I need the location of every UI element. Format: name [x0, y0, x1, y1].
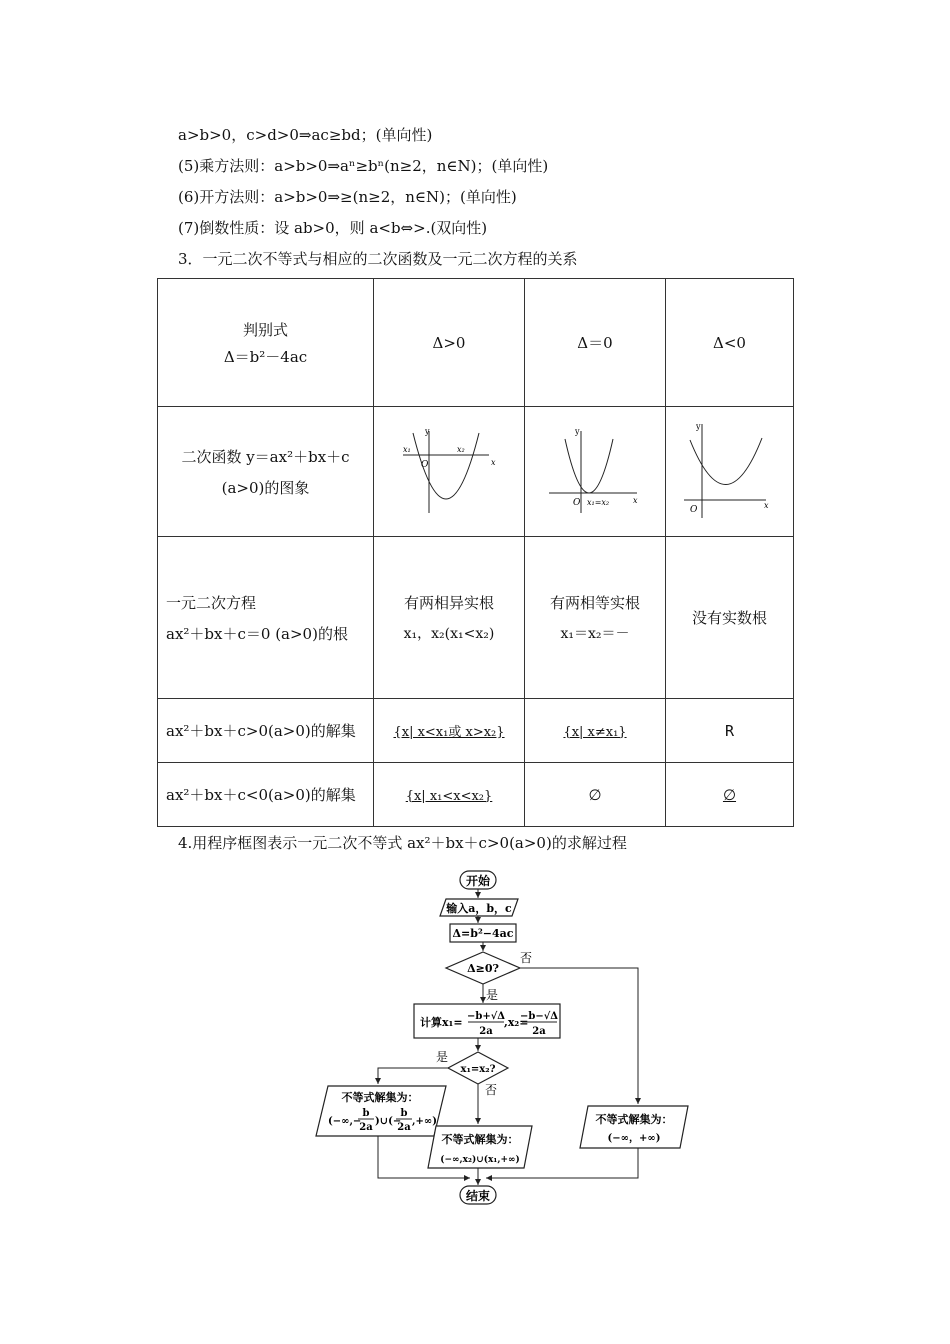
graph-one-root: [545, 425, 645, 515]
flow-output-two-roots: [428, 1126, 532, 1168]
label-quadratic-equation: 一元二次方程: [166, 593, 257, 612]
flow-label-no-2: 否: [485, 1083, 498, 1097]
label-quadratic-equation-roots: ax²＋bx＋c＝0 (a>0)的根: [166, 624, 348, 643]
label-quadratic-condition: (a>0)的图象: [221, 478, 310, 497]
section-heading-4: 4.用程序框图表示一元二次不等式 ax²＋bx＋c>0(a>0)的求解过程: [178, 834, 627, 852]
svg-text:b: b: [400, 1108, 408, 1119]
section-heading-3: 3．一元二次不等式与相应的二次函数及一元二次方程的关系: [178, 250, 578, 268]
table-row-graph: [158, 407, 794, 537]
svg-text:,+∞): ,+∞): [412, 1116, 437, 1127]
flowchart: [0, 862, 950, 1206]
graph-no-root: [680, 420, 780, 520]
svg-text:计算x₁=: 计算x₁=: [420, 1016, 463, 1029]
table-row-greater-solution: [158, 699, 794, 763]
label-two-equal-roots: 有两相等实根: [549, 594, 640, 612]
cell-no-real-roots: 没有实数根: [666, 537, 794, 699]
flow-calculate: [414, 1004, 560, 1038]
relation-table: [157, 278, 794, 827]
text-line-1: a>b>0，c>d>0⇒ac≥bd；(单向性): [178, 126, 433, 144]
cell-two-equal-roots: [525, 537, 666, 699]
cell-greater-no-root: [666, 699, 794, 763]
cell-less-two-roots: [374, 763, 525, 827]
label-quadratic-function: 二次函数 y＝ax²＋bx＋c: [181, 447, 350, 466]
svg-text:输入a，b，c: 输入a，b，c: [446, 902, 512, 915]
cell-delta-zero: Δ＝0: [525, 279, 666, 407]
svg-text:−b+√Δ: −b+√Δ: [466, 1011, 506, 1022]
axis-y-label: y: [575, 426, 580, 436]
flow-decision-delta: [446, 952, 520, 984]
cell-two-distinct-roots: [374, 537, 525, 699]
axis-x-label: x: [633, 495, 638, 505]
cell-delta-negative: Δ<0: [666, 279, 794, 407]
flow-input: [440, 899, 518, 916]
svg-text:Δ=b²−4ac: Δ=b²−4ac: [452, 927, 514, 940]
solution-less-two-roots: {x| x₁<x<x₂}: [405, 788, 493, 804]
graph-two-roots: [399, 425, 499, 515]
cell-quadratic-function: [158, 407, 374, 537]
flow-label-no-1: 否: [520, 951, 533, 965]
origin-label: O: [573, 497, 581, 508]
cell-less-label: ax²＋bx＋c<0(a>0)的解集: [158, 763, 374, 827]
table-row-roots: [158, 537, 794, 699]
origin-label: O: [689, 504, 697, 515]
svg-text:,x₂=: ,x₂=: [504, 1016, 529, 1029]
cell-delta-positive: Δ>0: [374, 279, 525, 407]
flow-delta: [450, 924, 516, 942]
svg-text:b: b: [362, 1108, 370, 1119]
svg-text:(−∞,−: (−∞,−: [328, 1116, 362, 1127]
value-two-equal-roots: x₁＝x₂＝－: [560, 626, 630, 642]
svg-text:2a: 2a: [532, 1026, 546, 1037]
axis-y-label: y: [695, 421, 701, 431]
flow-output-all-reals: [580, 1106, 688, 1148]
flow-output-equal-root: [316, 1086, 446, 1136]
svg-text:)∪(−: )∪(−: [375, 1116, 402, 1127]
cell-greater-one-root: [525, 699, 666, 763]
solution-less-no-root: ∅: [722, 785, 737, 804]
flow-start: [460, 871, 496, 889]
text-line-reciprocal-rule: (7)倒数性质：设 ab>0，则 a<b⇔>.(双向性): [178, 219, 488, 237]
svg-text:Δ≥0?: Δ≥0?: [467, 962, 499, 975]
label-discriminant: 判别式: [242, 320, 288, 339]
cell-quadratic-equation: [158, 537, 374, 699]
flow-decision-equal: [448, 1052, 508, 1084]
text-line-multiply-rule: (5)乘方法则：a>b>0⇒aⁿ≥bⁿ(n≥2，n∈N)；(单向性): [178, 157, 549, 175]
double-root-label: x₁=x₂: [587, 497, 610, 507]
flow-label-yes-2: 是: [436, 1050, 449, 1064]
svg-text:x₁=x₂?: x₁=x₂?: [460, 1064, 496, 1075]
axis-y-label: y: [425, 426, 430, 436]
svg-text:开始: 开始: [465, 874, 491, 888]
label-discriminant-formula: Δ＝b²－4ac: [223, 347, 308, 366]
svg-text:(−∞,x₂)∪(x₁,+∞): (−∞,x₂)∪(x₁,+∞): [440, 1155, 520, 1165]
cell-greater-label: ax²＋bx＋c>0(a>0)的解集: [158, 699, 374, 763]
svg-text:2a: 2a: [359, 1122, 373, 1133]
solution-greater-two-roots: {x| x<x₁或 x>x₂}: [393, 725, 505, 740]
origin-label: O: [421, 459, 429, 470]
value-two-distinct-roots: x₁，x₂(x₁<x₂): [403, 626, 495, 642]
svg-text:(−∞，+∞): (−∞，+∞): [607, 1133, 661, 1144]
svg-text:2a: 2a: [397, 1122, 411, 1133]
cell-greater-two-roots: [374, 699, 525, 763]
table-row-header: [158, 279, 794, 407]
flow-end: [460, 1186, 496, 1204]
cell-graph-two-roots: [374, 407, 525, 537]
table-row-less-solution: [158, 763, 794, 827]
root-x1-label: x₁: [403, 444, 411, 454]
solution-less-one-root: ∅: [588, 785, 602, 804]
solution-greater-no-root: R: [724, 721, 735, 740]
svg-text:不等式解集为：: 不等式解集为：: [341, 1091, 419, 1104]
svg-text:2a: 2a: [479, 1026, 493, 1037]
axis-x-label: x: [763, 500, 769, 510]
root-x2-label: x₂: [457, 444, 465, 454]
solution-greater-one-root: {x| x≠x₁}: [563, 724, 627, 740]
text-line-root-rule: (6)开方法则：a>b>0⇒≥(n≥2，n∈N)；(单向性): [178, 188, 517, 206]
cell-less-no-root: [666, 763, 794, 827]
cell-graph-one-root: [525, 407, 666, 537]
svg-text:不等式解集为：: 不等式解集为：: [595, 1113, 673, 1126]
svg-text:结束: 结束: [465, 1189, 491, 1203]
flow-label-yes-1: 是: [486, 988, 499, 1002]
cell-discriminant: [158, 279, 374, 407]
svg-text:−b−√Δ: −b−√Δ: [519, 1011, 559, 1022]
cell-graph-no-root: [666, 407, 794, 537]
axis-x-label: x: [491, 457, 496, 467]
cell-less-one-root: [525, 763, 666, 827]
svg-text:不等式解集为：: 不等式解集为：: [441, 1133, 519, 1146]
label-two-distinct-roots: 有两相异实根: [403, 594, 494, 612]
